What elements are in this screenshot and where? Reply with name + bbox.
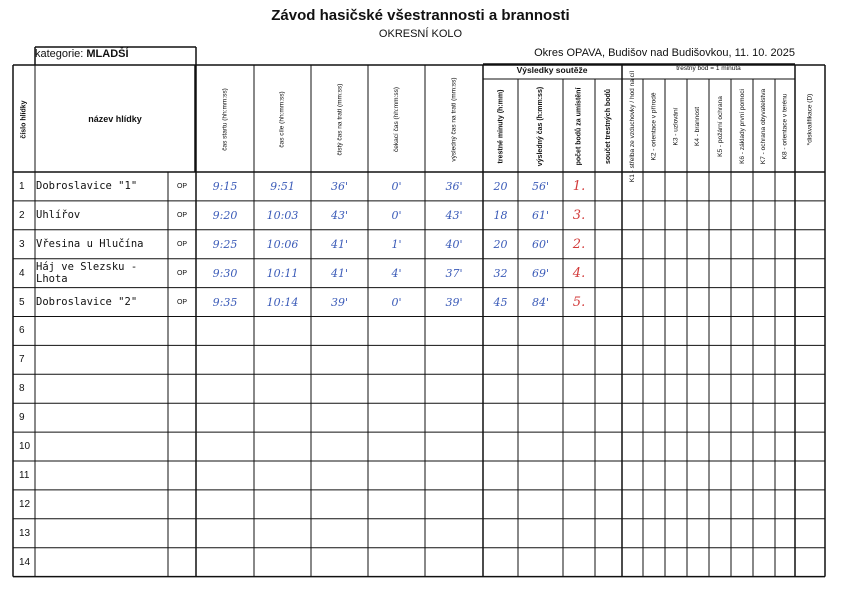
row-number: 8 [19, 383, 25, 395]
team-name: Vřesina u Hlučína [36, 238, 144, 251]
row-number: 10 [19, 441, 31, 453]
cell-wait: 4' [391, 266, 402, 280]
header-disqualification: *diskvalifikace (D) [806, 93, 814, 145]
cell-result: 40' [445, 237, 463, 251]
cell-result: 39' [445, 295, 463, 309]
page-title: Závod hasičské všestrannosti a brannosti [271, 7, 570, 24]
cell-final: 56' [531, 179, 550, 193]
team-name: Háj ve Slezsku - Lhota [36, 261, 138, 286]
cell-clean: 36' [330, 179, 349, 193]
cell-finish: 10:03 [266, 208, 299, 222]
row-number: 14 [19, 556, 31, 568]
cell-final: 61' [531, 208, 550, 222]
category-label: kategorie: MLADŠÍ [35, 48, 129, 60]
cell-finish: 9:51 [270, 179, 295, 193]
cell-penalty: 18 [493, 208, 508, 222]
header-penalty-sum: součet trestných bodů [605, 88, 613, 164]
cell-place: 3. [572, 207, 586, 223]
header-k4: K4 - brannost [694, 106, 702, 146]
row-number: 11 [19, 469, 30, 481]
district-code: OP [176, 240, 188, 248]
header-k7: K7 - ochrana obyvatelstva [760, 88, 768, 164]
page-subtitle: OKRESNÍ KOLO [378, 28, 463, 40]
cell-clean: 41' [330, 237, 349, 251]
cell-place: 4. [572, 265, 586, 281]
team-name: Dobroslavice "2" [36, 296, 138, 309]
header-k3: K3 - uzlování [672, 107, 680, 145]
row-number: 1 [19, 180, 25, 192]
cell-wait: 0' [391, 179, 402, 193]
team-name: Dobroslavice "1" [36, 180, 138, 193]
category-value: MLADŠÍ [86, 48, 129, 60]
row-number: 13 [19, 527, 31, 539]
row-number: 12 [19, 498, 31, 510]
row-number: 9 [19, 412, 25, 424]
cell-final: 69' [531, 266, 550, 280]
header-points: počet bodů za umístění [575, 87, 583, 165]
location-date: Okres OPAVA, Budišov nad Budišovkou, 11. 10. 2025 [534, 47, 795, 59]
header-penalty-note: trestný bod = 1 minuta [676, 65, 741, 72]
header-name: název hlídky [88, 114, 142, 124]
row-number: 5 [19, 296, 25, 308]
row-number: 7 [19, 354, 25, 366]
cell-start: 9:20 [212, 208, 238, 222]
cell-start: 9:15 [212, 179, 238, 193]
row-number: 3 [19, 238, 25, 250]
cell-place: 2. [572, 236, 586, 252]
district-code: OP [176, 182, 188, 190]
district-code: OP [176, 298, 188, 306]
cell-wait: 0' [391, 295, 402, 309]
district-code: OP [176, 211, 188, 219]
row-number: 2 [19, 209, 25, 221]
row-number: 4 [19, 267, 25, 279]
cell-start: 9:35 [212, 295, 238, 309]
row-number: 6 [19, 325, 25, 337]
header-k6: K6 - základy první pomoci [738, 88, 746, 164]
cell-place: 1. [572, 178, 586, 194]
cell-start: 9:25 [212, 237, 238, 251]
cell-finish: 10:11 [266, 266, 299, 280]
cell-clean: 43' [330, 208, 349, 222]
header-wait-time: čekací čas (hh:mm:ss) [393, 86, 401, 152]
header-k1: K1 - střelba ze vzduchovky / hod na cíl [629, 70, 636, 182]
header-k5: K5 - požární ochrana [716, 95, 724, 157]
cell-final: 60' [531, 237, 550, 251]
header-results-group: Výsledky soutěže [516, 65, 588, 75]
header-finish: čas cíle (hh:mm:ss) [279, 90, 286, 148]
cell-result: 36' [445, 179, 463, 193]
header-penalty-minutes: trestné minuty (h:mm) [497, 89, 504, 163]
header-k2: K2 - orientace v přírodě [650, 92, 658, 160]
cell-start: 9:30 [212, 266, 238, 280]
header-number: číslo hlídky [20, 99, 28, 139]
cell-result: 37' [445, 266, 463, 280]
cell-penalty: 20 [493, 179, 508, 193]
header-start: čas startu (hh:mm:ss) [221, 87, 229, 151]
cell-finish: 10:14 [266, 295, 299, 309]
cell-penalty: 45 [493, 295, 508, 309]
header-k8: K8 - orientace v terénu [781, 93, 789, 159]
cell-place: 5. [572, 294, 586, 310]
cell-finish: 10:06 [266, 237, 299, 251]
cell-penalty: 32 [493, 266, 508, 280]
cell-result: 43' [445, 208, 463, 222]
cell-final: 84' [531, 295, 550, 309]
district-code: OP [176, 269, 188, 277]
cell-penalty: 20 [493, 237, 508, 251]
header-clean-time: čistý čas na trati (mm:ss) [336, 83, 343, 155]
team-name: Uhlířov [36, 209, 81, 222]
header-result-time: výsledný čas na trati (mm:ss) [450, 76, 458, 162]
cell-wait: 0' [391, 208, 402, 222]
cell-clean: 41' [330, 266, 349, 280]
header-final-time: výsledný čas (h:mm:ss) [537, 86, 544, 166]
cell-clean: 39' [330, 295, 349, 309]
cell-wait: 1' [391, 237, 402, 251]
